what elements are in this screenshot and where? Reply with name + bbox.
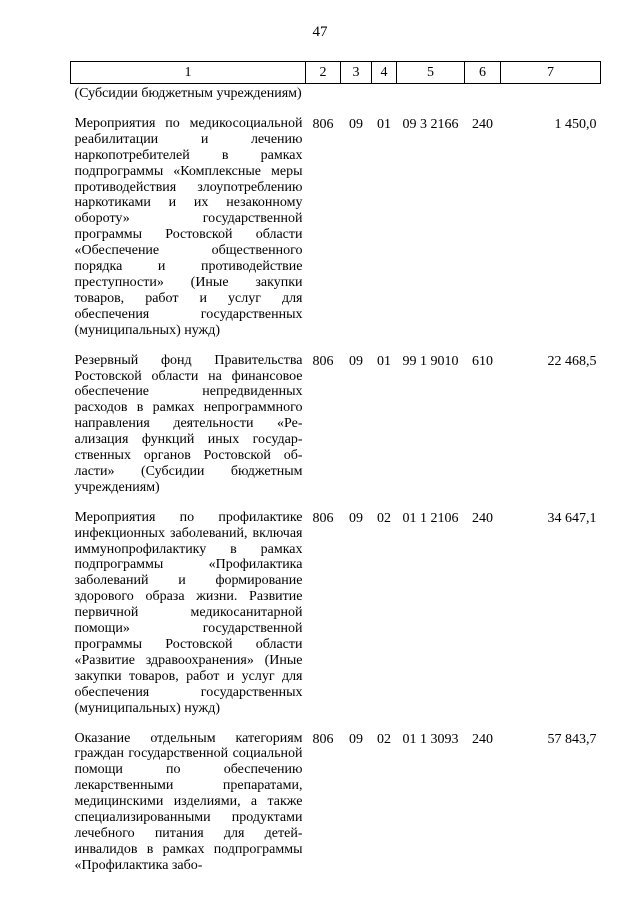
row-ministry-code: 806 (312, 353, 334, 369)
row-expense-type: 240 (472, 731, 493, 747)
header-cell-5: 5 (397, 62, 465, 84)
row-expense-type: 240 (472, 510, 493, 526)
row-ministry-code: 806 (312, 116, 334, 132)
row-amount: 34 647,1 (547, 510, 597, 526)
row-target-code (397, 84, 465, 116)
header-cell-1: 1 (71, 62, 306, 84)
budget-table (70, 61, 601, 874)
table-row (71, 510, 601, 731)
row-amount: 57 843,7 (547, 731, 597, 747)
row-subsection-code (372, 84, 397, 116)
row-amount: 1 450,0 (554, 116, 597, 132)
row-target-code: 99 1 9010 (402, 353, 459, 369)
page-number: 47 (312, 24, 328, 40)
header-cell-4: 4 (372, 62, 397, 84)
row-ministry-code: 806 (312, 731, 334, 747)
table-row (71, 84, 601, 116)
row-amount: 22 468,5 (547, 353, 597, 369)
row-description: (Субсидии бюджетным учреждениям) (74, 86, 302, 101)
header-cell-3: 3 (341, 62, 372, 84)
row-ministry-code: 806 (312, 510, 334, 526)
header-cell-6: 6 (465, 62, 501, 84)
row-section-code: 09 (349, 116, 363, 132)
header-cell-7: 7 (501, 62, 601, 84)
row-section-code: 09 (349, 353, 363, 369)
table-row (71, 731, 601, 874)
header-row (71, 62, 601, 84)
row-section-code: 09 (349, 510, 363, 526)
header-cell-2: 2 (306, 62, 341, 84)
row-amount (501, 84, 601, 116)
table-row (71, 353, 601, 510)
table-row (71, 116, 601, 353)
row-description: Мероприятия по профилактике инфекционных заболеваний, включая иммунопрофилактику в рамках подпрограммы «Профилактика заболеваний и формирование здорового образа жизни. Развитие первичной медикосанитарной помощи» государственной программы Ростовской области «Развитие здравоохранения» (Иные закупки товаров, работ и услуг для обеспечения государственных (муниципальных) нужд) (74, 509, 303, 716)
row-description: Резервный фонд Правительства Ростовской области на финансовое обеспечение непредвиденных расходов в рамках непрограммного направления деятельности «Реализация функций иных государственных органов Ростовской области» (Субсидии бюджетным учреждениям) (74, 352, 303, 495)
row-target-code: 01 1 3093 (402, 731, 459, 747)
row-expense-type (465, 84, 501, 116)
row-expense-type: 240 (472, 116, 493, 132)
row-ministry-code (306, 84, 341, 116)
row-section-code: 09 (349, 731, 363, 747)
row-subsection-code: 01 (377, 116, 391, 132)
row-expense-type: 610 (472, 353, 493, 369)
row-target-code: 09 3 2166 (402, 116, 459, 132)
row-description: Оказание отдельным категориям граждан государственной социальной помощи по обеспечению лекарственными препаратами, медицинскими изделиями, а также специализированными продуктами лечебного питания для детей-инвалидов в рамках подпрограммы «Профилактика забо- (74, 730, 303, 873)
row-subsection-code: 01 (377, 353, 391, 369)
row-section-code (341, 84, 372, 116)
row-subsection-code: 02 (377, 510, 391, 526)
row-subsection-code: 02 (377, 731, 391, 747)
row-target-code: 01 1 2106 (402, 510, 459, 526)
row-description: Мероприятия по медикосоциальной реабилитации и лечению наркопотребителей в рамках подпрограммы «Комплексные меры противодействия злоупотреблению наркотиками и их незаконному обороту» государственной программы Ростовской области «Обеспечение общественного порядка и противодействие преступности» (Иные закупки товаров, работ и услуг для обеспечения государственных (муниципальных) нужд) (74, 115, 303, 338)
